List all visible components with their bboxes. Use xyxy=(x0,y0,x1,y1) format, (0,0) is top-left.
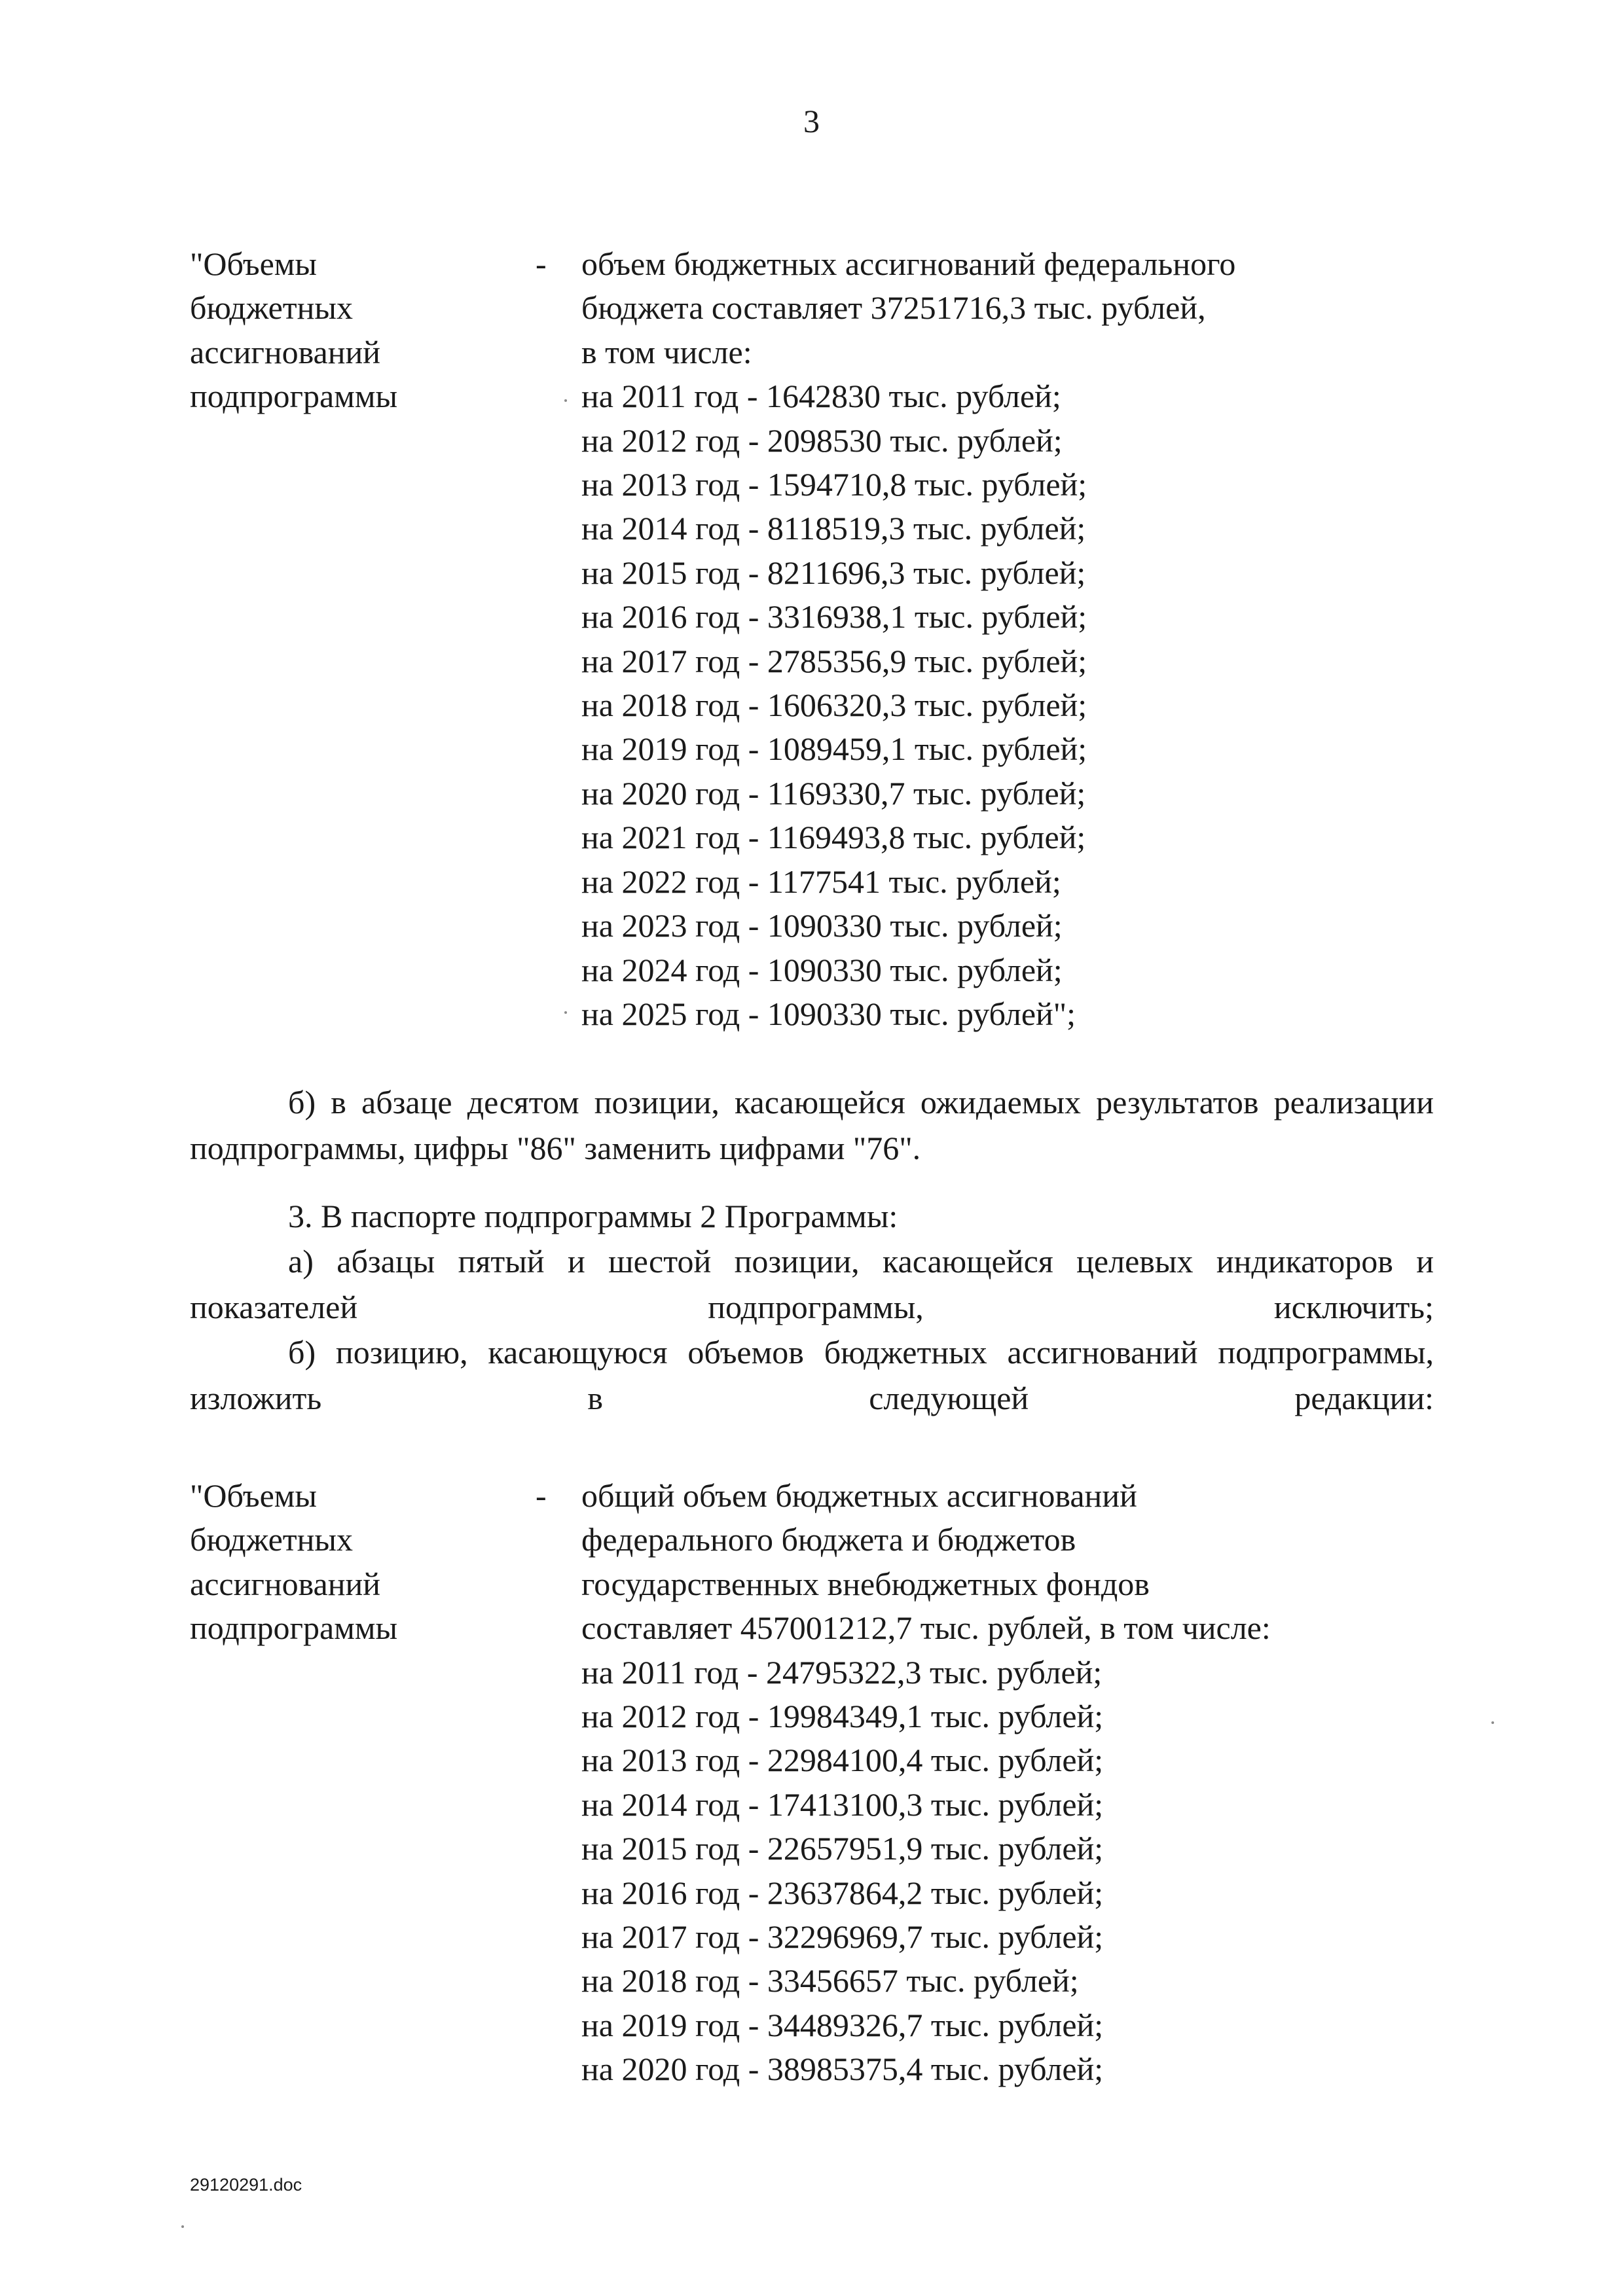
budget-block-2-body xyxy=(581,1474,1432,2092)
year-line: на 2020 год - 1169330,7 тыс. рублей; xyxy=(581,774,1086,812)
year-line: на 2013 год - 1594710,8 тыс. рублей; xyxy=(581,466,1087,503)
year-line: на 2015 год - 22657951,9 тыс. рублей; xyxy=(581,1830,1104,1867)
year-line: на 2011 год - 1642830 тыс. рублей; xyxy=(581,378,1061,415)
paragraph: б) позицию, касающуюся объемов бюджетных ассигнований подпрограммы, изложить в следующей редакции: xyxy=(190,1334,1434,1416)
body-line: общий объем бюджетных ассигнований xyxy=(581,1477,1137,1514)
year-line: на 2014 год - 8118519,3 тыс. рублей; xyxy=(581,510,1086,547)
body-line: федерального бюджета и бюджетов xyxy=(581,1521,1076,1558)
dash-separator: - xyxy=(536,245,547,282)
year-line: на 2012 год - 2098530 тыс. рублей; xyxy=(581,422,1063,459)
paragraph: б) в абзаце десятом позиции, касающейся ожидаемых результатов реализации подпрограммы, цифры "86" заменить цифрами "76". xyxy=(190,1084,1434,1166)
year-line: на 2018 год - 33456657 тыс. рублей; xyxy=(581,1962,1079,2000)
year-line: на 2018 год - 1606320,3 тыс. рублей; xyxy=(581,687,1087,724)
label-line: ассигнований xyxy=(190,1565,381,1602)
paragraph: а) абзацы пятый и шестой позиции, касающейся целевых индикаторов и показателей подпрограммы, исключить; xyxy=(190,1243,1434,1325)
amendment-paragraph-a xyxy=(190,1239,1434,1330)
year-line: на 2023 год - 1090330 тыс. рублей; xyxy=(581,907,1063,944)
scan-speck xyxy=(181,2225,184,2228)
dash-separator: - xyxy=(536,1477,547,1514)
label-line: "Объемы xyxy=(190,1477,317,1514)
budget-block-2-label xyxy=(190,1474,517,1651)
label-line: "Объемы xyxy=(190,245,317,282)
label-line: бюджетных xyxy=(190,1521,353,1558)
body-line: составляет 457001212,7 тыс. рублей, в том числе: xyxy=(581,1609,1271,1647)
label-line: ассигнований xyxy=(190,333,381,370)
year-line: на 2025 год - 1090330 тыс. рублей"; xyxy=(581,995,1076,1032)
year-line: на 2020 год - 38985375,4 тыс. рублей; xyxy=(581,2051,1104,2088)
label-line: подпрограммы xyxy=(190,378,398,415)
document-filename: 29120291.doc xyxy=(190,2175,302,2195)
label-line: подпрограммы xyxy=(190,1609,398,1647)
year-line: на 2017 год - 2785356,9 тыс. рублей; xyxy=(581,642,1087,679)
scan-speck xyxy=(564,399,567,402)
scan-speck xyxy=(564,1011,567,1014)
year-line: на 2013 год - 22984100,4 тыс. рублей; xyxy=(581,1742,1104,1779)
paragraph: 3. В паспорте подпрограммы 2 Программы: xyxy=(288,1198,898,1234)
year-line: на 2016 год - 23637864,2 тыс. рублей; xyxy=(581,1874,1104,1911)
year-line: на 2012 год - 19984349,1 тыс. рублей; xyxy=(581,1698,1104,1735)
page-number: 3 xyxy=(803,103,820,139)
year-line: на 2019 год - 1089459,1 тыс. рублей; xyxy=(581,730,1087,768)
year-line: на 2022 год - 1177541 тыс. рублей; xyxy=(581,863,1061,900)
year-line: на 2017 год - 32296969,7 тыс. рублей; xyxy=(581,1918,1104,1956)
amendment-paragraph-3 xyxy=(190,1194,1434,1240)
scan-speck xyxy=(1491,1721,1494,1724)
label-line: бюджетных xyxy=(190,289,353,327)
year-line: на 2021 год - 1169493,8 тыс. рублей; xyxy=(581,819,1086,856)
year-line: на 2011 год - 24795322,3 тыс. рублей; xyxy=(581,1653,1103,1691)
year-line: на 2024 год - 1090330 тыс. рублей; xyxy=(581,951,1063,988)
year-line: на 2016 год - 3316938,1 тыс. рублей; xyxy=(581,598,1087,636)
amendment-paragraph-b2 xyxy=(190,1330,1434,1421)
amendment-paragraph-b xyxy=(190,1080,1434,1171)
year-line: на 2014 год - 17413100,3 тыс. рублей; xyxy=(581,1785,1104,1823)
budget-block-1-body xyxy=(581,242,1432,1036)
year-line: на 2019 год - 34489326,7 тыс. рублей; xyxy=(581,2006,1104,2043)
body-line: в том числе: xyxy=(581,333,752,370)
body-line: объем бюджетных ассигнований федерального xyxy=(581,245,1236,282)
year-line: на 2015 год - 8211696,3 тыс. рублей; xyxy=(581,554,1086,591)
body-line: государственных внебюджетных фондов xyxy=(581,1565,1150,1602)
budget-block-1-label xyxy=(190,242,517,419)
body-line: бюджета составляет 37251716,3 тыс. рублей, xyxy=(581,289,1206,327)
